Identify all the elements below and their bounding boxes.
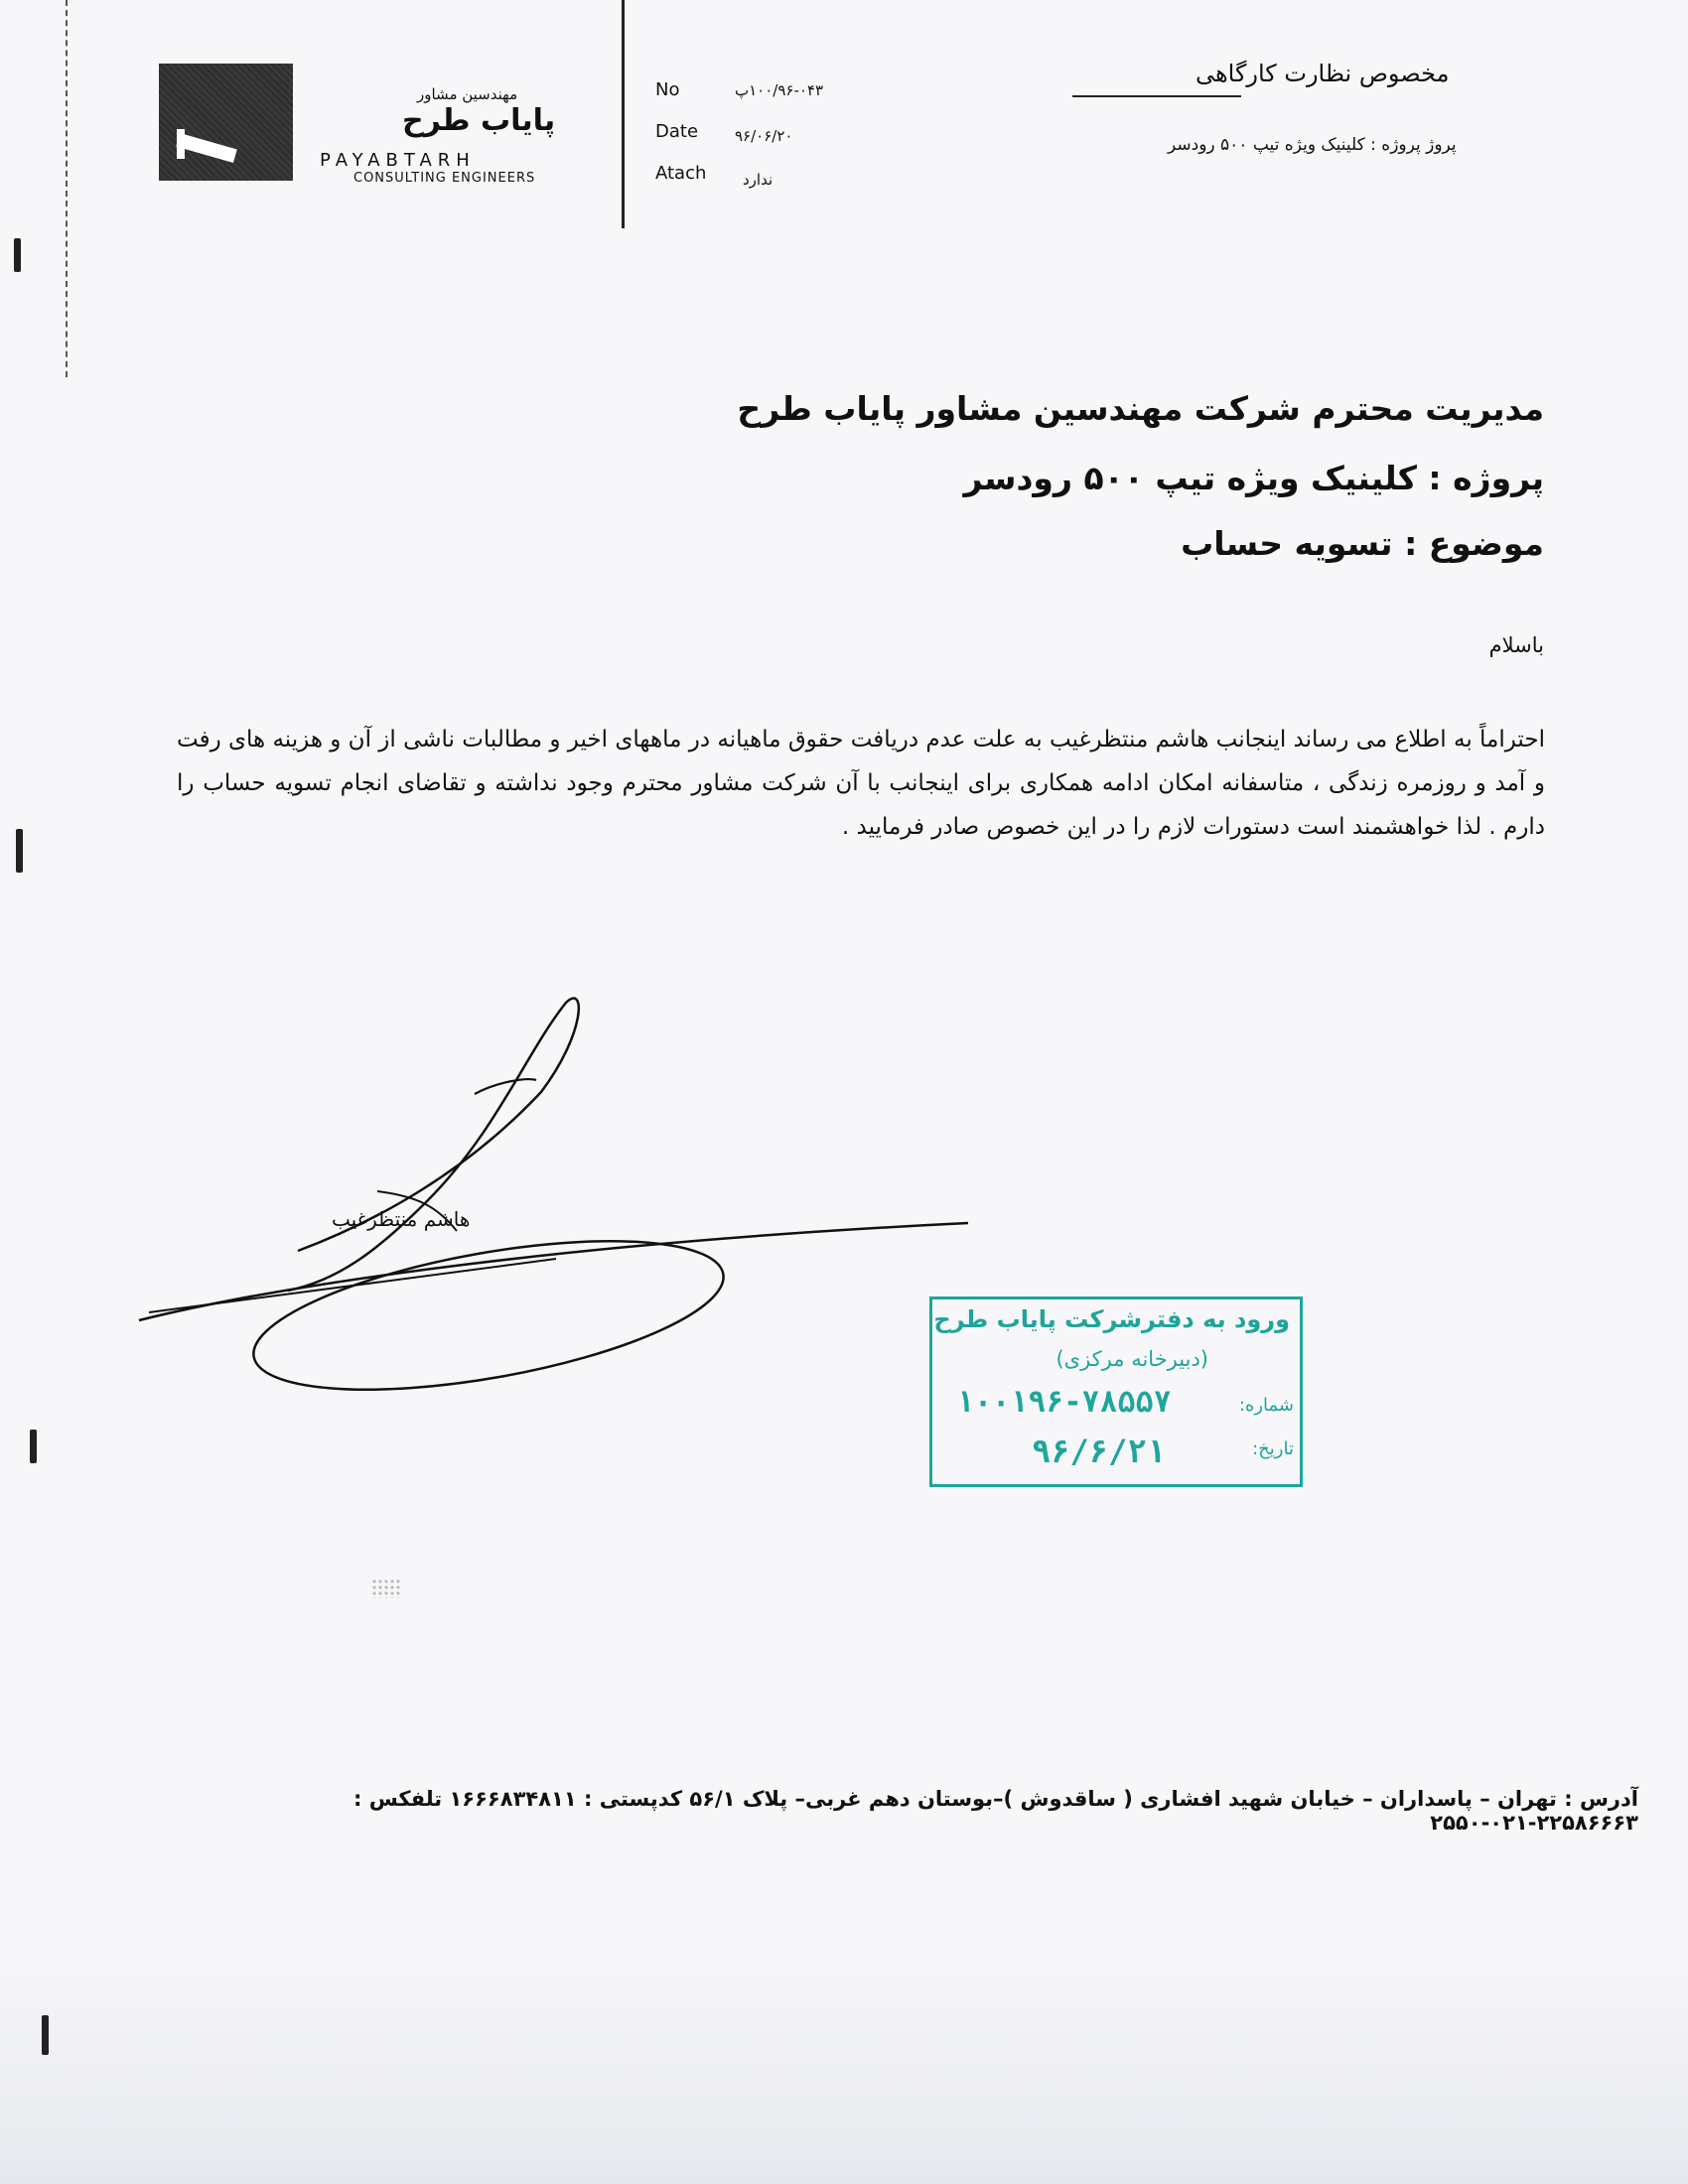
no-label: No	[655, 79, 680, 100]
footer-address: آدرس : تهران – پاسداران – خیابان شهید افشاری ( ساقدوش )–بوستان دهم غربی– پلاک ۵۶/۱ کدپستی : ۱۶۶۶۸۳۴۸۱۱ تلفکس : ۲۲۵۸۶۶۶۳-۰۲۱-۲۵۵۰	[352, 1787, 1638, 1835]
receipt-number: ۱۰۰۱۹۶-۷۸۵۵۷	[956, 1385, 1172, 1420]
company-name: پایاب طرح	[402, 103, 556, 138]
date-label: Date	[655, 121, 699, 142]
company-type: مهندسین مشاور	[417, 85, 518, 103]
signer-name: هاشم منتظرغیب	[332, 1207, 471, 1231]
receipt-date: ۹۶/۶/۲۱	[1032, 1433, 1166, 1470]
receipt-stamp-subtitle: (دبیرخانه مرکزی)	[1055, 1347, 1208, 1371]
receipt-date-label: تاریخ:	[1252, 1438, 1294, 1459]
scan-speck	[371, 1578, 401, 1598]
attach-label: Atach	[655, 163, 707, 184]
project-handwritten-line: پروژ پروژه : کلینیک ویژه تیپ ۵۰۰ رودسر	[1168, 135, 1457, 155]
company-subtitle: CONSULTING ENGINEERS	[353, 171, 536, 186]
greeting: باسلام	[1488, 633, 1544, 657]
project-heading: پروژه : کلینیک ویژه تیپ ۵۰۰ رودسر	[963, 459, 1544, 497]
receipt-number-label: شماره:	[1238, 1395, 1294, 1416]
attach-value: ندارد	[743, 171, 774, 189]
recipient-heading: مدیریت محترم شرکت مهندسین مشاور پایاب طرح	[737, 389, 1544, 428]
company-name-latin: PAYABTARH	[320, 150, 476, 171]
letter-date: ۹۶/۰۶/۲۰	[735, 127, 793, 145]
receipt-stamp-title: ورود به دفترشرکت پایاب طرح	[933, 1305, 1290, 1333]
site-supervision-stamp: مخصوص نظارت کارگاهی	[1196, 60, 1450, 87]
letter-number: ۱۰۰/۹۶-۰۴۳پ	[735, 81, 824, 99]
receipt-stamp	[929, 1297, 1303, 1487]
subject-heading: موضوع : تسویه حساب	[1181, 524, 1544, 563]
letter-body: احتراماً به اطلاع می رساند اینجانب هاشم منتظرغیب به علت عدم دریافت حقوق ماهیانه در ماههای اخیر و مطالبات ناشی از آن و هزینه های رفت و آمد و روزمره زندگی ، متاسفانه امکان ادامه همکاری برای اینجانب با آن شرکت مشاور محترم وجود نداشته و تقاضای انجام تسویه حساب را دارم . لذا خواهشمند است دستورات لازم را در این خصوص صادر فرمایید .	[177, 727, 1545, 840]
